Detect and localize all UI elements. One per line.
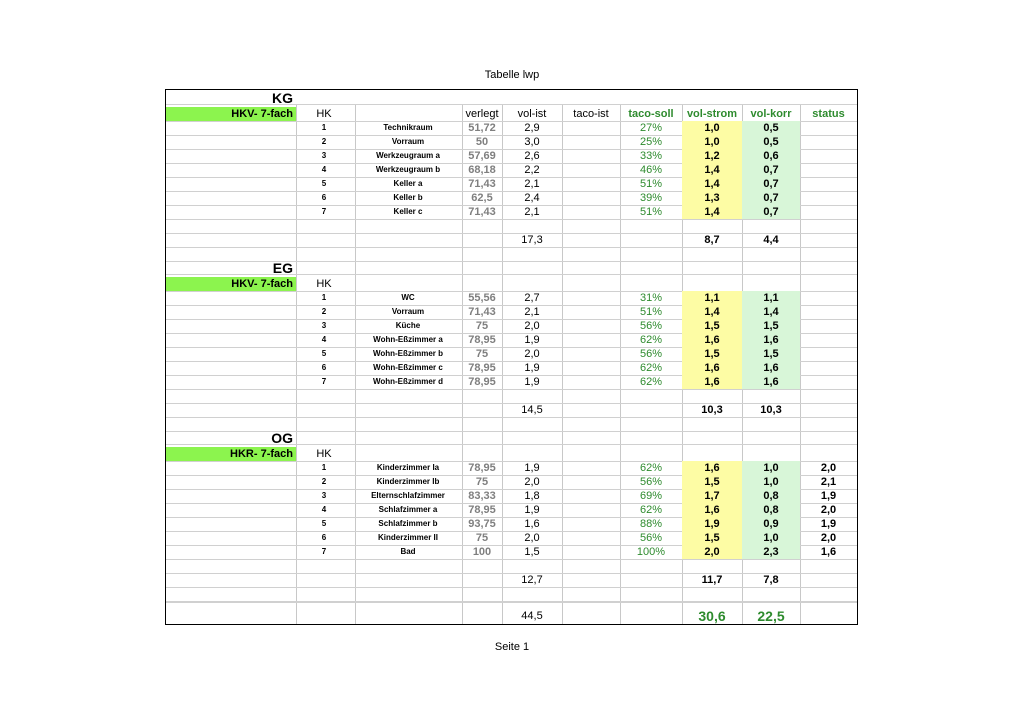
- subtotal-vol-korr: 4,4: [763, 234, 779, 246]
- spreadsheet-table: [165, 89, 858, 625]
- status-value: 1,9: [820, 490, 837, 502]
- taco-soll-value: 56%: [639, 476, 663, 488]
- status-value: 2,0: [820, 532, 837, 544]
- status-value: 1,6: [820, 546, 837, 558]
- vol-strom-value: 1,5: [682, 319, 742, 333]
- hkv-label: HKV- 7-fach: [231, 278, 293, 290]
- status-value: [800, 135, 857, 149]
- table-row: [166, 121, 857, 136]
- taco-soll-value: 62%: [639, 504, 663, 516]
- taco-soll-value: 62%: [639, 376, 663, 388]
- vol-korr-value: 1,6: [742, 333, 800, 347]
- table-row: [166, 361, 857, 376]
- verlegt-value: 57,69: [468, 150, 496, 162]
- status-value: [800, 319, 857, 333]
- row-number: 1: [321, 463, 327, 472]
- row-number: 1: [321, 293, 327, 302]
- subtotal-row: [166, 233, 857, 248]
- vol-strom-value: 1,4: [682, 305, 742, 319]
- column-header-taco-ist: taco-ist: [573, 108, 609, 120]
- taco-soll-value: 56%: [639, 532, 663, 544]
- verlegt-value: 62,5: [471, 192, 493, 204]
- vol-ist-value: 3,0: [524, 136, 540, 148]
- taco-soll-value: 88%: [639, 518, 663, 530]
- status-value: [800, 333, 857, 347]
- row-number: 2: [321, 137, 327, 146]
- floor-label: KG: [272, 90, 293, 106]
- vol-strom-value: 1,5: [682, 531, 742, 545]
- row-number: 5: [321, 349, 327, 358]
- subtotal-row: [166, 573, 857, 588]
- table-row: [166, 305, 857, 320]
- row-number: 6: [321, 533, 327, 542]
- taco-soll-value: 56%: [639, 348, 663, 360]
- taco-soll-value: 51%: [639, 178, 663, 190]
- hkv-label: HKV- 7-fach: [231, 108, 293, 120]
- status-value: [800, 121, 857, 135]
- vol-ist-value: 2,0: [524, 320, 540, 332]
- table-row: [166, 163, 857, 178]
- column-header-hk: HK: [316, 278, 332, 290]
- room-name: Schlafzimmer b: [378, 519, 438, 528]
- room-name: WC: [401, 293, 415, 302]
- table-row: [166, 461, 857, 476]
- status-value: [800, 375, 857, 389]
- vol-ist-value: 2,4: [524, 192, 540, 204]
- taco-soll-value: 69%: [639, 490, 663, 502]
- verlegt-value: 78,95: [468, 376, 496, 388]
- row-number: 7: [321, 547, 327, 556]
- verlegt-value: 93,75: [468, 518, 496, 530]
- room-name: Keller b: [393, 193, 423, 202]
- status-value: 2,1: [820, 476, 837, 488]
- vol-strom-value: 1,6: [682, 375, 742, 389]
- vol-ist-value: 2,0: [524, 476, 540, 488]
- vol-strom-value: 1,6: [682, 503, 742, 517]
- room-name: Kinderzimmer Ib: [376, 477, 440, 486]
- row-number: 2: [321, 477, 327, 486]
- row-number: 1: [321, 123, 327, 132]
- row-number: 5: [321, 519, 327, 528]
- vol-strom-value: 1,5: [682, 347, 742, 361]
- vol-korr-value: 0,5: [742, 121, 800, 135]
- verlegt-value: 71,43: [468, 178, 496, 190]
- vol-korr-value: 0,9: [742, 517, 800, 531]
- vol-korr-value: 1,0: [742, 461, 800, 475]
- vol-strom-value: 1,6: [682, 461, 742, 475]
- page-title: Tabelle lwp: [484, 69, 540, 81]
- table-row: [166, 475, 857, 490]
- vol-strom-value: 1,9: [682, 517, 742, 531]
- vol-ist-value: 1,9: [524, 334, 540, 346]
- verlegt-value: 75: [475, 320, 489, 332]
- vol-ist-value: 2,7: [524, 292, 540, 304]
- vol-korr-value: 0,7: [742, 177, 800, 191]
- header-row: [166, 107, 857, 122]
- grand-total-vol-ist: 44,5: [521, 610, 543, 622]
- subtotal-vol-korr: 10,3: [760, 404, 782, 416]
- table-row: [166, 191, 857, 206]
- vol-ist-value: 2,1: [524, 178, 540, 190]
- taco-soll-value: 25%: [639, 136, 663, 148]
- table-row: [166, 347, 857, 362]
- vol-strom-value: 1,7: [682, 489, 742, 503]
- room-name: Wohn-Eßzimmer c: [373, 363, 443, 372]
- vol-strom-value: 1,1: [682, 291, 742, 305]
- column-header-taco-soll: taco-soll: [628, 108, 674, 120]
- taco-soll-value: 46%: [639, 164, 663, 176]
- floor-title-row: [166, 260, 857, 275]
- taco-soll-value: 39%: [639, 192, 663, 204]
- vol-korr-value: 1,0: [742, 531, 800, 545]
- table-row: [166, 503, 857, 518]
- floor-title-row: [166, 90, 857, 105]
- verlegt-value: 78,95: [468, 362, 496, 374]
- room-name: Keller c: [393, 207, 423, 216]
- status-value: [800, 177, 857, 191]
- column-header-hk: HK: [316, 448, 332, 460]
- table-row: [166, 291, 857, 306]
- taco-soll-value: 62%: [639, 334, 663, 346]
- vol-ist-value: 2,0: [524, 348, 540, 360]
- taco-soll-value: 62%: [639, 462, 663, 474]
- vol-korr-value: 0,7: [742, 205, 800, 219]
- subtotal-vol-strom: 8,7: [704, 234, 720, 246]
- status-value: [800, 149, 857, 163]
- vol-strom-value: 1,3: [682, 191, 742, 205]
- row-number: 3: [321, 151, 327, 160]
- vol-ist-value: 1,9: [524, 462, 540, 474]
- column-header-status: status: [812, 108, 845, 120]
- subtotal-vol-strom: 10,3: [701, 404, 723, 416]
- row-number: 5: [321, 179, 327, 188]
- status-value: [800, 291, 857, 305]
- table-row: [166, 135, 857, 150]
- taco-soll-value: 62%: [639, 362, 663, 374]
- status-value: [800, 305, 857, 319]
- blank-row: [166, 559, 857, 574]
- vol-ist-value: 2,2: [524, 164, 540, 176]
- taco-soll-value: 31%: [639, 292, 663, 304]
- row-number: 6: [321, 363, 327, 372]
- status-value: [800, 347, 857, 361]
- verlegt-value: 100: [472, 546, 492, 558]
- table-row: [166, 149, 857, 164]
- vol-ist-value: 2,6: [524, 150, 540, 162]
- vol-strom-value: 1,6: [682, 333, 742, 347]
- vol-ist-value: 2,0: [524, 532, 540, 544]
- subtotal-vol-korr: 7,8: [763, 574, 779, 586]
- vol-korr-value: 0,8: [742, 489, 800, 503]
- vol-ist-value: 1,9: [524, 376, 540, 388]
- subtotal-vol-ist: 17,3: [521, 234, 543, 246]
- vol-korr-value: 1,6: [742, 361, 800, 375]
- room-name: Technikraum: [383, 123, 433, 132]
- vol-korr-value: 1,1: [742, 291, 800, 305]
- status-value: [800, 205, 857, 219]
- vol-korr-value: 1,5: [742, 347, 800, 361]
- row-number: 2: [321, 307, 327, 316]
- verlegt-value: 83,33: [468, 490, 496, 502]
- status-value: [800, 163, 857, 177]
- subtotal-row: [166, 403, 857, 418]
- row-number: 3: [321, 491, 327, 500]
- room-name: Küche: [395, 321, 421, 330]
- taco-soll-value: 27%: [639, 122, 663, 134]
- grand-total-row: [166, 608, 857, 624]
- row-number: 6: [321, 193, 327, 202]
- verlegt-value: 75: [475, 476, 489, 488]
- status-value: 2,0: [820, 504, 837, 516]
- status-value: [800, 191, 857, 205]
- verlegt-value: 71,43: [468, 306, 496, 318]
- room-name: Kinderzimmer Ia: [376, 463, 440, 472]
- table-row: [166, 489, 857, 504]
- room-name: Elternschlafzimmer: [371, 491, 445, 500]
- taco-soll-value: 33%: [639, 150, 663, 162]
- vol-korr-value: 0,8: [742, 503, 800, 517]
- grand-total-vol-strom: 30,6: [698, 608, 726, 624]
- vol-korr-value: 0,7: [742, 191, 800, 205]
- vol-strom-value: 1,0: [682, 121, 742, 135]
- table-row: [166, 333, 857, 348]
- column-header-vol-ist: vol-ist: [517, 108, 547, 120]
- blank-row: [166, 588, 857, 603]
- verlegt-value: 78,95: [468, 504, 496, 516]
- room-name: Wohn-Eßzimmer a: [373, 335, 443, 344]
- vol-ist-value: 2,9: [524, 122, 540, 134]
- room-name: Werkzeugraum b: [375, 165, 441, 174]
- vol-ist-value: 2,1: [524, 306, 540, 318]
- column-header-vol-strom: vol-strom: [686, 108, 738, 120]
- room-name: Wohn-Eßzimmer b: [372, 349, 444, 358]
- vol-strom-value: 2,0: [682, 545, 742, 559]
- row-number: 7: [321, 377, 327, 386]
- vol-strom-value: 1,5: [682, 475, 742, 489]
- hkv-label: HKR- 7-fach: [230, 448, 293, 460]
- header-row: [166, 447, 857, 462]
- room-name: Keller a: [393, 179, 423, 188]
- subtotal-vol-ist: 12,7: [521, 574, 543, 586]
- vol-korr-value: 0,7: [742, 163, 800, 177]
- vol-korr-value: 1,5: [742, 319, 800, 333]
- taco-soll-value: 100%: [636, 546, 666, 558]
- vol-korr-value: 0,5: [742, 135, 800, 149]
- vol-strom-value: 1,0: [682, 135, 742, 149]
- subtotal-vol-strom: 11,7: [701, 574, 723, 586]
- vol-ist-value: 1,5: [524, 546, 540, 558]
- row-number: 4: [321, 335, 327, 344]
- table-row: [166, 531, 857, 546]
- row-number: 4: [321, 165, 327, 174]
- floor-title-row: [166, 430, 857, 445]
- column-header-verlegt: verlegt: [465, 108, 499, 120]
- row-number: 7: [321, 207, 327, 216]
- page-footer: Seite 1: [494, 641, 530, 653]
- status-value: 2,0: [820, 462, 837, 474]
- vol-korr-value: 1,6: [742, 375, 800, 389]
- room-name: Bad: [400, 547, 416, 556]
- vol-korr-value: 2,3: [742, 545, 800, 559]
- header-row: [166, 277, 857, 292]
- verlegt-value: 55,56: [468, 292, 496, 304]
- table-row: [166, 545, 857, 560]
- verlegt-value: 71,43: [468, 206, 496, 218]
- column-header-vol-korr: vol-korr: [750, 108, 792, 120]
- room-name: Kinderzimmer II: [377, 533, 438, 542]
- row-number: 4: [321, 505, 327, 514]
- taco-soll-value: 56%: [639, 320, 663, 332]
- vol-korr-value: 1,4: [742, 305, 800, 319]
- vol-ist-value: 1,6: [524, 518, 540, 530]
- verlegt-value: 75: [475, 348, 489, 360]
- vol-strom-value: 1,4: [682, 205, 742, 219]
- vol-ist-value: 1,8: [524, 490, 540, 502]
- room-name: Schlafzimmer a: [378, 505, 438, 514]
- verlegt-value: 68,18: [468, 164, 496, 176]
- room-name: Vorraum: [391, 137, 425, 146]
- row-number: 3: [321, 321, 327, 330]
- verlegt-value: 50: [475, 136, 489, 148]
- table-row: [166, 205, 857, 220]
- subtotal-vol-ist: 14,5: [521, 404, 543, 416]
- vol-strom-value: 1,4: [682, 177, 742, 191]
- status-value: 1,9: [820, 518, 837, 530]
- vol-ist-value: 1,9: [524, 504, 540, 516]
- taco-soll-value: 51%: [639, 206, 663, 218]
- table-row: [166, 517, 857, 532]
- vol-ist-value: 2,1: [524, 206, 540, 218]
- blank-row: [166, 389, 857, 404]
- room-name: Vorraum: [391, 307, 425, 316]
- verlegt-value: 78,95: [468, 334, 496, 346]
- floor-label: OG: [271, 430, 293, 446]
- vol-strom-value: 1,4: [682, 163, 742, 177]
- vol-ist-value: 1,9: [524, 362, 540, 374]
- vol-korr-value: 0,6: [742, 149, 800, 163]
- column-header-hk: HK: [316, 108, 332, 120]
- room-name: Werkzeugraum a: [376, 151, 440, 160]
- vol-strom-value: 1,2: [682, 149, 742, 163]
- table-row: [166, 177, 857, 192]
- vol-korr-value: 1,0: [742, 475, 800, 489]
- table-row: [166, 375, 857, 390]
- verlegt-value: 75: [475, 532, 489, 544]
- vol-strom-value: 1,6: [682, 361, 742, 375]
- table-row: [166, 319, 857, 334]
- grand-total-vol-korr: 22,5: [757, 608, 785, 624]
- floor-label: EG: [272, 260, 293, 276]
- status-value: [800, 361, 857, 375]
- room-name: Wohn-Eßzimmer d: [372, 377, 444, 386]
- verlegt-value: 78,95: [468, 462, 496, 474]
- blank-row: [166, 219, 857, 234]
- taco-soll-value: 51%: [639, 306, 663, 318]
- verlegt-value: 51,72: [468, 122, 496, 134]
